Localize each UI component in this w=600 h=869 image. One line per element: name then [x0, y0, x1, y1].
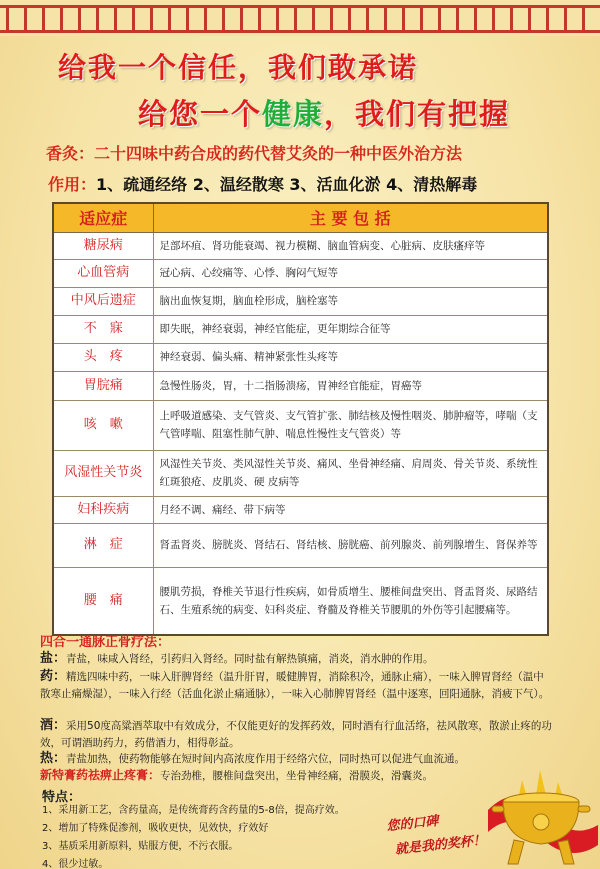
feature-item: 4、很少过敏。	[42, 859, 109, 869]
table-row	[53, 371, 548, 400]
row-category: 头 疼	[53, 343, 153, 371]
features-list	[42, 802, 442, 869]
method-text: 采用50度高粱酒萃取中有效成分，不仅能更好的发挥药效，同时酒有行血活络，祛风散寒，散淤止疼的功效，可谓酒助药力，药借酒力，相得彰益。	[40, 720, 552, 749]
row-category: 淋 症	[53, 523, 153, 567]
row-description: 脑出血恢复期，脑血栓形成，脑栓塞等	[153, 287, 548, 315]
ribbon-line-1: 您的口碑	[385, 814, 440, 835]
table-row	[53, 496, 548, 523]
ribbon-line-2: 就是我的奖杯！	[394, 833, 487, 858]
effects-label: 作用：	[48, 175, 97, 194]
header-includes: 主 要 包 括	[153, 203, 548, 232]
indications-table	[52, 202, 549, 636]
method-label: 药：	[40, 669, 67, 684]
method-title: 四合一通脉正骨疗法：	[40, 635, 171, 650]
row-category: 不 寐	[53, 315, 153, 343]
slogan-line-2	[138, 92, 510, 133]
feature-item: 1、采用新工艺，含药量高，是传统膏药含药量的5-8倍，提高疗效。	[42, 805, 345, 816]
table-row	[53, 523, 548, 567]
row-category: 风湿性关节炎	[53, 450, 153, 496]
method-label: 盐：	[40, 651, 67, 666]
method-item-wine	[40, 717, 552, 752]
row-category: 腰 痛	[53, 567, 153, 635]
row-description: 腰肌劳损，脊椎关节退行性疾病，如骨质增生、腰椎间盘突出、肾盂肾炎、尿路结石、生殖系统的病变、妇科炎症、脊髓及脊椎关节腰肌的外伤等引起腰痛等。	[153, 567, 548, 635]
row-description: 足部坏疽、肾功能衰竭、视力模糊、脑血管病变、心脏病、皮肤瘙痒等	[153, 232, 548, 259]
row-description: 急慢性肠炎，胃，十二指肠溃疡，胃神经官能症，胃癌等	[153, 371, 548, 400]
method-text: 青盐，味咸入肾经，引药归入肾经。同时盐有解热镇痛，消炎，消水肿的作用。	[66, 653, 434, 665]
row-description: 即失眠，神经衰弱，神经官能症，更年期综合征等	[153, 315, 548, 343]
method-label: 酒：	[40, 718, 67, 733]
feature-item: 3、基质采用新原料，贴服方便，不污衣服。	[42, 841, 239, 852]
method-text: 精选四味中药，一味入肝脾肾经（温升肝胃，暖健脾胃，消除积冷，通脉止痛），一味入脾胃肾经（温中散寒止痛燥湿），一味入行经（活血化淤止痛通脉），一味入心肺脾胃肾经（温中逐寒，回阳通脉，消疲下气）。	[40, 671, 550, 700]
row-description: 月经不调、痛经、带下病等	[153, 496, 548, 523]
subtitle: 香灸：二十四味中药合成的药代替艾灸的一种中医外治方法	[46, 144, 463, 163]
row-category: 中风后遗症	[53, 287, 153, 315]
row-description: 肾盂肾炎、膀胱炎、肾结石、肾结核、膀胱癌、前列腺炎、前列腺增生、肾保养等	[153, 523, 548, 567]
features-title: 特点：	[42, 790, 82, 805]
table-row	[53, 232, 548, 259]
special-text: 专治劲椎，腰椎间盘突出，坐骨神经痛，滑膜炎，滑囊炎。	[160, 770, 434, 782]
table-row	[53, 567, 548, 635]
table-row	[53, 259, 548, 287]
row-category: 心血管病	[53, 259, 153, 287]
special-label: 新特膏药祛痹止疼膏：	[40, 768, 161, 782]
slogan-line-1: 给我一个信任，我们敢承诺	[58, 51, 419, 84]
row-category: 咳 嗽	[53, 400, 153, 450]
table-row	[53, 400, 548, 450]
slogan-line-2-part1: 给您一个	[138, 97, 263, 131]
table-row	[53, 287, 548, 315]
table-row	[53, 450, 548, 496]
effects-line	[48, 172, 477, 195]
effects-text: 1、疏通经络 2、温经散寒 3、活血化淤 4、清热解毒	[96, 175, 478, 194]
row-description: 冠心病、心绞痛等、心悸、胸闷气短等	[153, 259, 548, 287]
method-label: 热：	[40, 751, 67, 766]
top-border-pattern	[0, 0, 600, 36]
table-row	[53, 343, 548, 371]
row-description: 风湿性关节炎、类风湿性关节炎、痛风、坐骨神经痛、肩周炎、骨关节炎、系统性红斑狼疮、皮肌炎、硬 皮病等	[153, 450, 548, 496]
table-row	[53, 315, 548, 343]
row-category: 糖尿病	[53, 232, 153, 259]
header-indication: 适应症	[53, 203, 153, 232]
slogan-highlight-health: 健康	[262, 97, 325, 131]
slogan-line-2-part2: ，我们有把握	[324, 97, 511, 131]
row-description: 上呼吸道感染、支气管炎、支气管扩张、肺结核及慢性咽炎、肺肿瘤等，哮喘（支气管哮喘、阻塞性肺气肿、喘息性慢性支气管炎）等	[153, 400, 548, 450]
row-category: 胃脘痛	[53, 371, 153, 400]
table-header-row	[53, 203, 548, 232]
row-description: 神经衰弱、偏头痛、精神紧张性头疼等	[153, 343, 548, 371]
feature-item: 2、增加了特殊促渗剂，吸收更快，见效快，疗效好	[42, 823, 269, 834]
row-category: 妇科疾病	[53, 496, 153, 523]
method-item-salt	[40, 650, 552, 668]
method-item-medicine	[40, 668, 552, 703]
method-text: 青盐加热，使药物能够在短时间内高浓度作用于经络穴位，同时热可以促进气血流通。	[66, 753, 466, 765]
